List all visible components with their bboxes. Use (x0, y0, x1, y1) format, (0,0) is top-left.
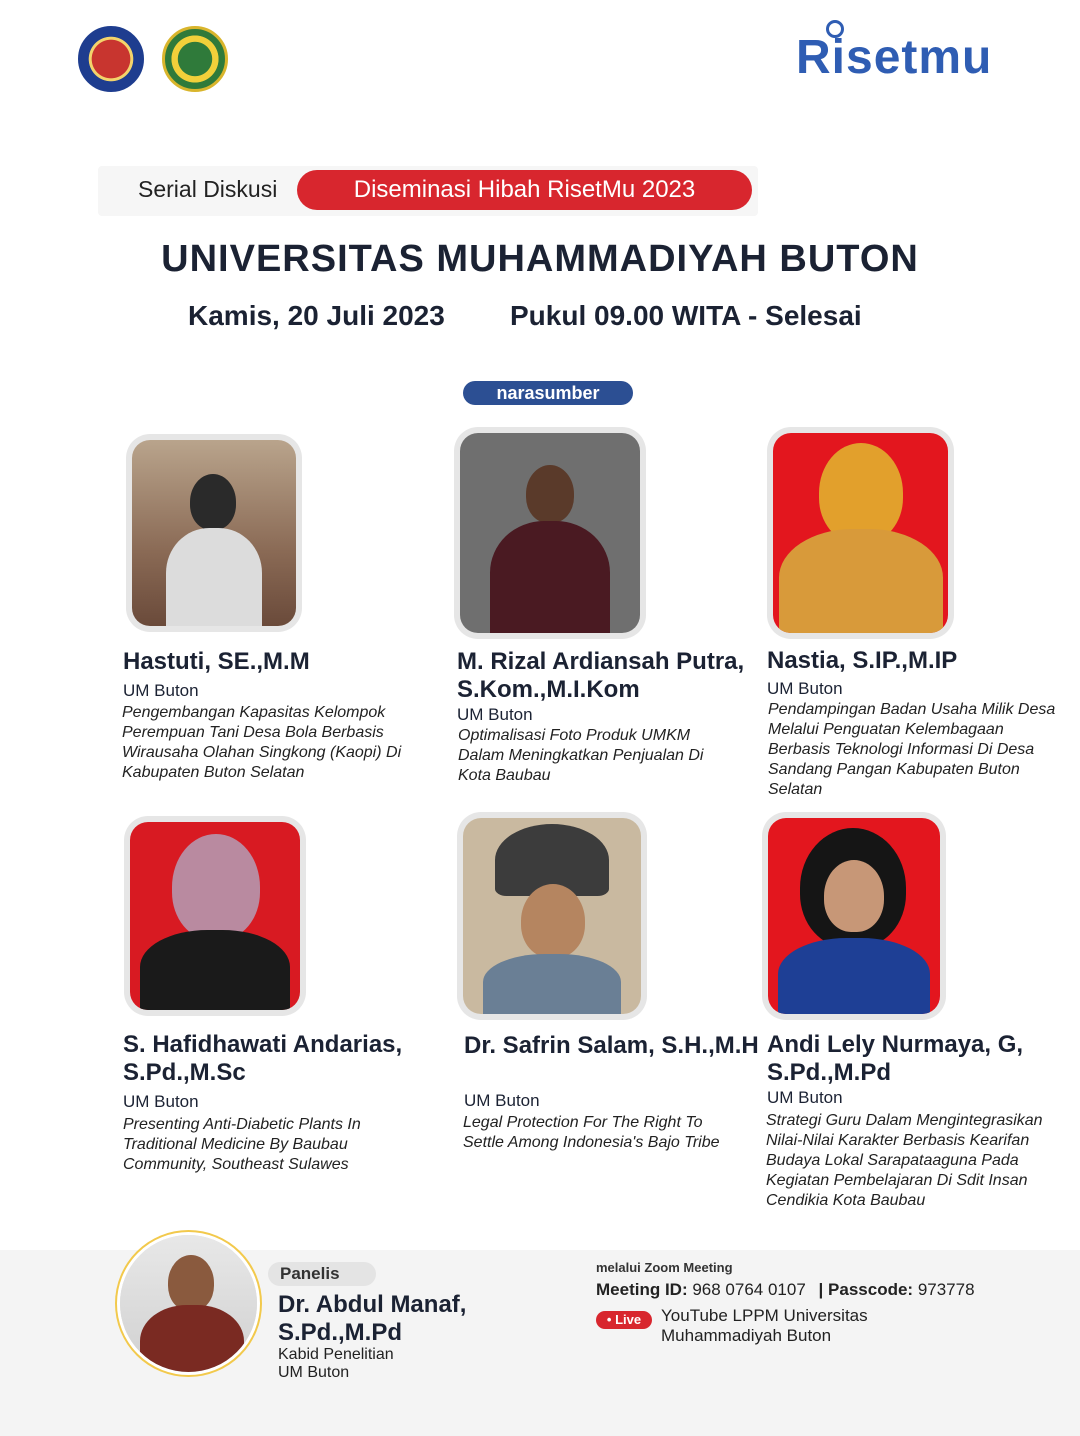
speaker-institution: UM Buton (767, 679, 843, 698)
speaker-topic: Optimalisasi Foto Produk UMKM Dalam Meningkatkan Penjualan Di Kota Baubau (458, 727, 704, 784)
brand-part2: mu (918, 31, 993, 84)
live-badge: • Live (596, 1311, 652, 1329)
speaker-photo (130, 822, 300, 1010)
speaker-institution: UM Buton (123, 681, 199, 700)
speaker-name: Andi Lely Nurmaya, G, S.Pd.,M.Pd (767, 1031, 1024, 1086)
speaker-institution: UM Buton (457, 705, 533, 724)
series-title: Diseminasi Hibah RisetMu 2023 (297, 170, 752, 210)
umb-logo (162, 26, 228, 92)
meeting-id-label: Meeting ID: (596, 1280, 688, 1299)
meeting-info: Meeting ID: 968 0764 0107 | Passcode: 973778 (596, 1280, 975, 1299)
speaker-photo (463, 818, 641, 1014)
speaker-photo (460, 433, 640, 633)
speaker-photo (132, 440, 296, 626)
event-time: Pukul 09.00 WITA - Selesai (510, 300, 862, 331)
speaker-name: Nastia, S.IP.,M.IP (767, 647, 958, 674)
speaker-topic: Presenting Anti-Diabetic Plants In Traditional Medicine By Baubau Community, Southeast Sulawes (123, 1116, 361, 1173)
speaker-institution: UM Buton (464, 1091, 540, 1110)
speaker-institution: UM Buton (767, 1088, 843, 1107)
speaker-photo (773, 433, 948, 633)
passcode-label: Passcode: (828, 1280, 914, 1299)
speakers-label: narasumber (463, 381, 633, 405)
panelist-name: Dr. Abdul Manaf, S.Pd.,M.Pd (278, 1291, 467, 1346)
series-label: Serial Diskusi (138, 176, 278, 202)
speaker-topic: Legal Protection For The Right To Settle Among Indonesia's Bajo Tribe (463, 1114, 720, 1151)
panelist-label: Panelis (268, 1262, 376, 1286)
event-date: Kamis, 20 Juli 2023 (188, 300, 445, 331)
speaker-name: Dr. Safrin Salam, S.H.,M.H (464, 1032, 759, 1059)
ump-logo (78, 26, 144, 92)
zoom-via: melalui Zoom Meeting (596, 1260, 733, 1275)
panelist-role: Kabid Penelitian UM Buton (278, 1346, 394, 1381)
speaker-photo (768, 818, 940, 1014)
speaker-name: Hastuti, SE.,M.M (123, 648, 310, 675)
speaker-name: M. Rizal Ardiansah Putra, S.Kom.,M.I.Kom (457, 648, 745, 703)
meeting-id-value: 968 0764 0107 (692, 1280, 806, 1299)
risetmu-logo (796, 30, 992, 90)
speaker-name: S. Hafidhawati Andarias, S.Pd.,M.Sc (123, 1031, 403, 1086)
university-title: UNIVERSITAS MUHAMMADIYAH BUTON (161, 238, 919, 280)
speaker-topic: Pendampingan Badan Usaha Milik Desa Melalui Penguatan Kelembagaan Berbasis Teknologi Informasi Di Desa Sandang Pangan Kabupaten Buton Selatan (768, 701, 1056, 798)
stream-channel: YouTube LPPM Universitas Muhammadiyah Buton (661, 1306, 868, 1345)
passcode-value: 973778 (917, 1280, 975, 1299)
speaker-institution: UM Buton (123, 1092, 199, 1111)
brand-part1: Riset (796, 31, 919, 84)
panelist-photo (117, 1232, 260, 1375)
speaker-topic: Pengembangan Kapasitas Kelompok Perempuan Tani Desa Bola Berbasis Wirausaha Olahan Singkong (Kaopi) Di Kabupaten Buton Selatan (122, 704, 402, 781)
speaker-topic: Strategi Guru Dalam Mengintegrasikan Nilai-Nilai Karakter Berbasis Kearifan Budaya Lokal Sarapataaguna Pada Kegiatan Pembelajaran Di Sdit Insan Cendikia Kota Baubau (766, 1112, 1043, 1209)
